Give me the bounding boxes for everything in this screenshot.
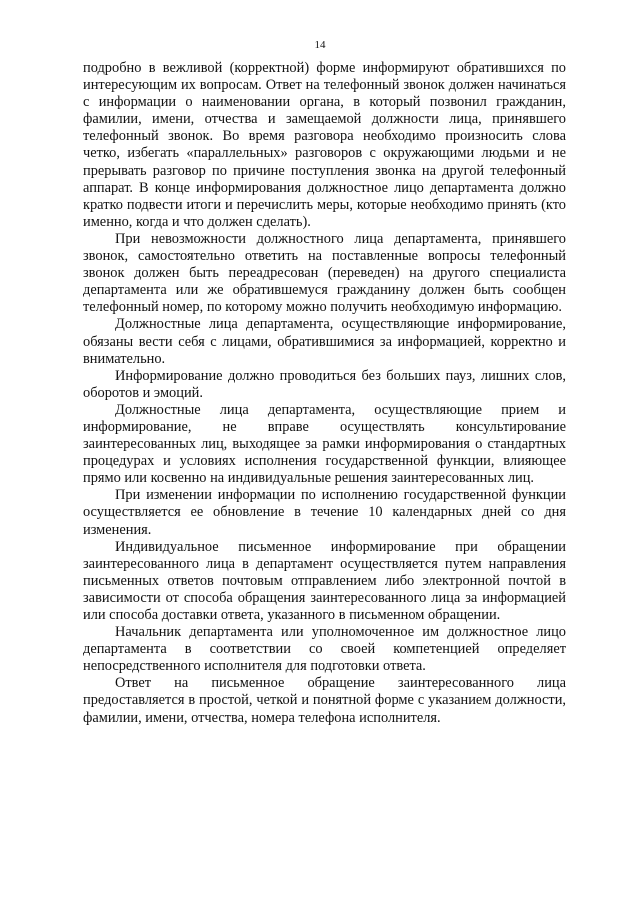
paragraph: При невозможности должностного лица департамента, принявшего звонок, самостоятельно ответить на поставленные вопросы телефонный звонок должен быть переадресован (переведен) на другого специалиста департамента или же обратившемуся гражданину должен быть сообщен телефонный номер, по которому можно получить необходимую информацию. <box>83 230 566 316</box>
paragraph: Должностные лица департамента, осуществляющие прием и информирование, не вправе осуществлять консультирование заинтересованных лиц, выходящее за рамки информирования о стандартных процедурах и условиях исполнения государственной функции, влияющее прямо или косвенно на индивидуальные решения заинтересованных лиц. <box>83 401 566 487</box>
paragraph-continuation: подробно в вежливой (корректной) форме информируют обратившихся по интересующим их вопросам. Ответ на телефонный звонок должен начинаться с информации о наименовании органа, в который позвонил гражданин, фамилии, имени, отчества и замещаемой должности лица, принявшего телефонный звонок. Во время разговора необходимо произносить слова четко, избегать «параллельных» разговоров с окружающими людьми и не прерывать разговор по причине поступления звонка на другой телефонный аппарат. В конце информирования должностное лицо департамента должно кратко подвести итоги и перечислить меры, которые необходимо принять (кто именно, когда и что должен сделать). <box>83 60 566 230</box>
paragraph: Начальник департамента или уполномоченное им должностное лицо департамента в соответствии со своей компетенцией определяет непосредственного исполнителя для подготовки ответа. <box>83 624 566 675</box>
page-number: 14 <box>314 39 326 51</box>
paragraph: При изменении информации по исполнению государственной функции осуществляется ее обновление в течение 10 календарных дней со дня изменения. <box>83 487 566 538</box>
paragraph: Информирование должно проводиться без больших пауз, лишних слов, оборотов и эмоций. <box>83 367 566 401</box>
paragraph: Должностные лица департамента, осуществляющие информирование, обязаны вести себя с лицами, обратившимися за информацией, корректно и внимательно. <box>83 316 566 367</box>
document-body <box>83 60 566 727</box>
paragraph: Индивидуальное письменное информирование при обращении заинтересованного лица в департамент осуществляется путем направления письменных ответов почтовым отправлением либо электронной почтой в зависимости от способа обращения заинтересованного лица за информацией или способа доставки ответа, указанного в письменном обращении. <box>83 538 566 623</box>
paragraph: Ответ на письменное обращение заинтересованного лица предоставляется в простой, четкой и понятной форме с указанием должности, фамилии, имени, отчества, номера телефона исполнителя. <box>83 675 566 726</box>
